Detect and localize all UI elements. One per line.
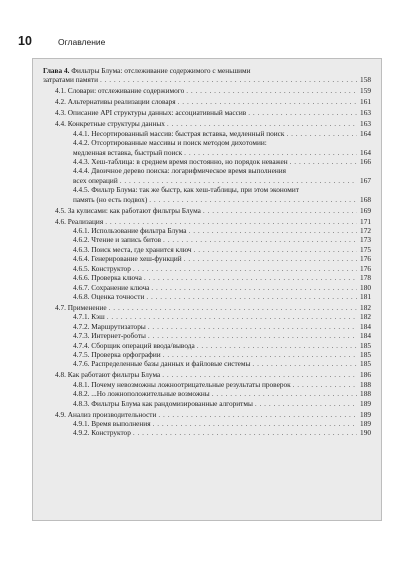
- toc-entry[interactable]: [43, 419, 371, 428]
- dot-leader: [105, 312, 357, 321]
- toc-entry[interactable]: [43, 283, 371, 292]
- dot-leader: [291, 380, 357, 389]
- toc-entry-page: 175: [360, 244, 371, 254]
- toc-entry-page: 172: [360, 226, 371, 236]
- dot-leader: [160, 370, 357, 379]
- toc-entry-page: 161: [360, 97, 371, 107]
- dot-leader: [161, 350, 357, 359]
- dot-leader: [156, 410, 357, 419]
- toc-entry-title: 4.6.3. Поиск места, где хранится ключ: [73, 244, 192, 254]
- toc-chapter-entry[interactable]: [43, 66, 371, 85]
- dot-leader: [161, 235, 357, 244]
- dot-leader: [250, 359, 357, 368]
- toc-entry-title: 4.6.2. Чтение и запись битов: [73, 235, 162, 245]
- toc-entry[interactable]: [43, 166, 371, 185]
- toc-entry-title: 4.6.5. Конструктор: [73, 263, 131, 273]
- dot-leader: [144, 292, 357, 301]
- dot-leader: [131, 264, 357, 273]
- toc-entry-title: 4.7.5. Проверка орфографии: [73, 349, 161, 359]
- toc-entry-page: 182: [360, 312, 371, 322]
- toc-entry-title: 4.4. Конкретные структуры данных: [55, 119, 165, 129]
- dot-leader: [210, 389, 357, 398]
- toc-entry-page: 184: [360, 331, 371, 341]
- toc-entry[interactable]: [43, 410, 371, 419]
- toc-entry-page: 178: [360, 273, 371, 283]
- toc-entry[interactable]: [43, 359, 371, 368]
- toc-entry-page: 181: [360, 291, 371, 301]
- toc-entry-title: 4.6.1. Использование фильтра Блума: [73, 226, 187, 236]
- dot-leader: [187, 226, 357, 235]
- toc-entry[interactable]: [43, 350, 371, 359]
- dot-leader: [103, 217, 357, 226]
- dot-leader: [147, 195, 357, 204]
- toc-entry[interactable]: [43, 264, 371, 273]
- toc-entry[interactable]: [43, 226, 371, 235]
- toc-entry[interactable]: [43, 86, 371, 95]
- toc-entry-title: 4.9.1. Время выполнения: [73, 418, 151, 428]
- toc-entry[interactable]: [43, 157, 371, 166]
- running-title: Оглавление: [58, 37, 106, 47]
- toc-entry[interactable]: [43, 322, 371, 331]
- toc-entry[interactable]: [43, 273, 371, 282]
- dot-leader: [146, 322, 357, 331]
- dot-leader: [165, 119, 357, 128]
- dot-leader: [142, 273, 357, 282]
- dot-leader: [182, 254, 357, 263]
- toc-entry-page: 171: [360, 216, 371, 226]
- toc-entry[interactable]: [43, 331, 371, 340]
- toc-entry-page: 169: [360, 205, 371, 215]
- toc-entry-title: 4.6.6. Проверка ключа: [73, 273, 142, 283]
- toc-entry-title: 4.6.7. Сохранение ключа: [73, 282, 150, 292]
- dot-leader: [98, 75, 357, 84]
- toc-entry-page: 163: [360, 119, 371, 129]
- toc-entry-page: 166: [360, 157, 371, 167]
- toc-entry-page: 190: [360, 428, 371, 438]
- toc-entry-title: 4.8.1. Почему невозможны ложноотрицательные результаты проверок: [73, 379, 291, 389]
- toc-entry-title: медленная вставка, быстрый поиск: [73, 147, 183, 157]
- toc-entry-page: 188: [360, 389, 371, 399]
- page-header: [18, 34, 105, 48]
- toc-entry-title: 4.7. Применение: [55, 302, 107, 312]
- toc-entry[interactable]: [43, 245, 371, 254]
- toc-entry-title: 4.4.1. Несортированный массив: быстрая вставка, медленный поиск: [73, 128, 285, 138]
- toc-entry-title: всех операций: [73, 175, 118, 185]
- dot-leader: [195, 341, 357, 350]
- toc-entry-title: 4.9. Анализ производительности: [55, 409, 157, 419]
- toc-entry[interactable]: [43, 235, 371, 244]
- toc-entry-page: 159: [360, 86, 371, 96]
- chapter-label: Глава 4.: [43, 66, 70, 75]
- toc-entry[interactable]: [43, 206, 371, 215]
- toc-entry-title: 4.8.2. ...Но ложноположительные возможны: [73, 389, 210, 399]
- chapter-title-line1: Фильтры Блума: отслеживание содержимого с меньшими: [71, 66, 251, 75]
- toc-entry[interactable]: [43, 370, 371, 379]
- toc-entry-page: 168: [360, 194, 371, 204]
- toc-entry-page: 173: [360, 235, 371, 245]
- toc-entry-title: 4.8. Как работают фильтры Блума: [55, 370, 161, 380]
- toc-entry-title: 4.7.2. Маршрутизаторы: [73, 321, 146, 331]
- toc-entry[interactable]: [43, 254, 371, 263]
- toc-entry-page: 189: [360, 409, 371, 419]
- chapter-page: 158: [360, 75, 371, 85]
- toc-entry-title: 4.7.6. Распределенные базы данных и файловые системы: [73, 359, 251, 369]
- dot-leader: [192, 245, 357, 254]
- dot-leader: [149, 283, 357, 292]
- toc-entry-title-line1: 4.4.2. Отсортированные массивы и поиск методом дихотомии:: [73, 138, 267, 148]
- toc-entry-title: 4.9.2. Конструктор: [73, 428, 131, 438]
- dot-leader: [107, 303, 357, 312]
- table-of-contents: [32, 58, 382, 521]
- toc-entry-page: 185: [360, 349, 371, 359]
- toc-entry[interactable]: [43, 185, 371, 204]
- dot-leader: [201, 206, 357, 215]
- toc-entry-title: 4.8.3. Фильтры Блума как рандомизированные алгоритмы: [73, 398, 253, 408]
- toc-entry-page: 176: [360, 263, 371, 273]
- dot-leader: [146, 331, 357, 340]
- toc-entry-title: 4.4.3. Хеш-таблица: в среднем время постоянно, но порядок неважен: [73, 157, 288, 167]
- toc-entry-title: 4.7.3. Интернет-роботы: [73, 331, 146, 341]
- toc-entry[interactable]: [43, 292, 371, 301]
- toc-entry-title: память (но есть подвох): [73, 194, 148, 204]
- toc-entry[interactable]: [43, 380, 371, 389]
- page-number: 10: [18, 34, 32, 48]
- toc-entry-page: 164: [360, 128, 371, 138]
- dot-leader: [253, 399, 357, 408]
- toc-entry[interactable]: [43, 129, 371, 138]
- dot-leader: [176, 97, 357, 106]
- toc-entry[interactable]: [43, 138, 371, 157]
- toc-entry[interactable]: [43, 217, 371, 226]
- toc-entry-page: 167: [360, 175, 371, 185]
- toc-entry-title: 4.1. Словари: отслеживание содержимого: [55, 86, 185, 96]
- dot-leader: [151, 419, 357, 428]
- toc-entry[interactable]: [43, 389, 371, 398]
- toc-entry-title-line1: 4.4.4. Двоичное дерево поиска: логарифмическое время выполнения: [73, 166, 286, 176]
- toc-entry-page: 184: [360, 321, 371, 331]
- toc-entry[interactable]: [43, 428, 371, 437]
- toc-entry[interactable]: [43, 341, 371, 350]
- toc-entry-title: 4.6.4. Генерирование хеш-функций: [73, 254, 182, 264]
- toc-entry-page: 188: [360, 379, 371, 389]
- toc-entry-page: 163: [360, 108, 371, 118]
- toc-entry-page: 186: [360, 370, 371, 380]
- toc-entry-title: 4.6.8. Оценка точности: [73, 291, 145, 301]
- toc-entry-title: 4.5. За кулисами: как работают фильтры Блума: [55, 205, 201, 215]
- toc-entry[interactable]: [43, 312, 371, 321]
- dot-leader: [184, 86, 357, 95]
- dot-leader: [288, 157, 357, 166]
- toc-entry-title: 4.6. Реализация: [55, 216, 104, 226]
- toc-entry-page: 164: [360, 147, 371, 157]
- dot-leader: [131, 428, 357, 437]
- toc-entry-page: 176: [360, 254, 371, 264]
- toc-entry[interactable]: [43, 108, 371, 117]
- dot-leader: [246, 108, 357, 117]
- toc-entry-page: 189: [360, 418, 371, 428]
- toc-entry[interactable]: [43, 399, 371, 408]
- toc-entry[interactable]: [43, 97, 371, 106]
- toc-entry-page: 185: [360, 359, 371, 369]
- toc-entry-title-line1: 4.4.5. Фильтр Блума: так же быстр, как хеш-таблицы, при этом экономит: [73, 185, 300, 195]
- toc-entries: [43, 86, 371, 437]
- toc-entry-title: 4.7.4. Сборщик операций ввода/вывода: [73, 340, 195, 350]
- toc-entry-page: 189: [360, 398, 371, 408]
- dot-leader: [182, 148, 357, 157]
- toc-entry-title: 4.7.1. Кэш: [73, 312, 105, 322]
- toc-entry-page: 185: [360, 340, 371, 350]
- dot-leader: [118, 176, 357, 185]
- toc-entry-page: 182: [360, 302, 371, 312]
- dot-leader: [284, 129, 357, 138]
- toc-entry-page: 180: [360, 282, 371, 292]
- toc-entry-title: 4.2. Альтернативы реализации словаря: [55, 97, 176, 107]
- chapter-title-line2: затратами памяти: [43, 75, 98, 85]
- toc-entry-title: 4.3. Описание API структуры данных: ассоциативный массив: [55, 108, 247, 118]
- toc-entry[interactable]: [43, 119, 371, 128]
- toc-entry[interactable]: [43, 303, 371, 312]
